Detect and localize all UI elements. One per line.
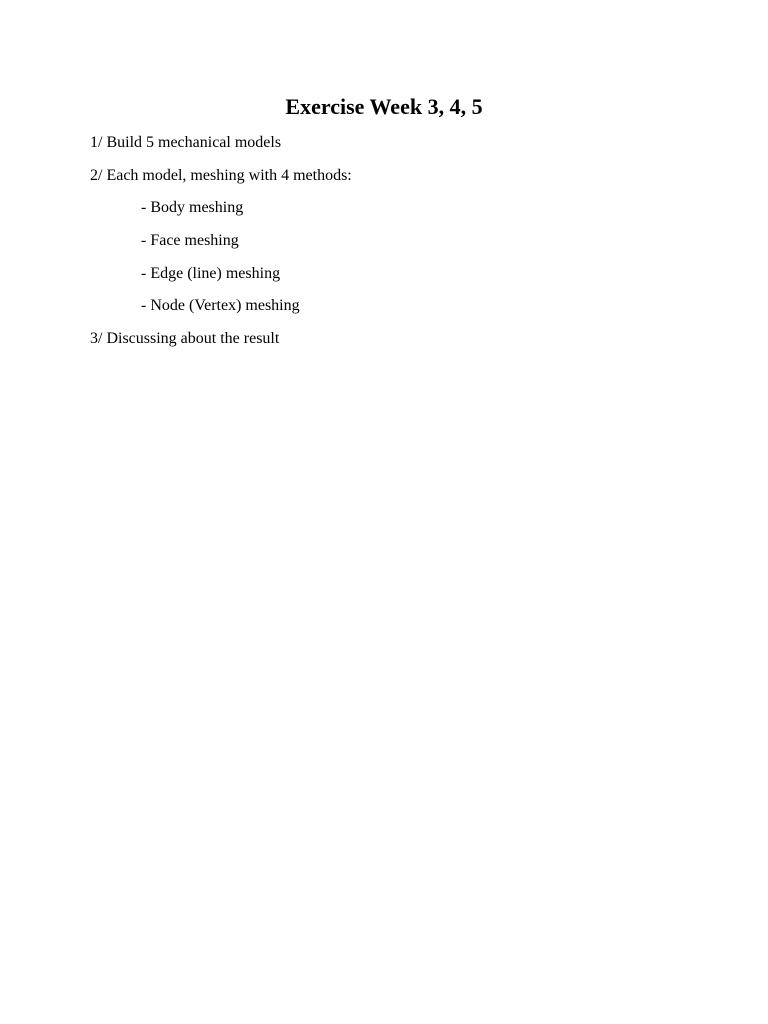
list-item-build-models: 1/ Build 5 mechanical models xyxy=(90,134,282,151)
sub-item-body-meshing: - Body meshing xyxy=(141,199,244,216)
page-title: Exercise Week 3, 4, 5 xyxy=(285,94,483,119)
sub-item-face-meshing: - Face meshing xyxy=(141,232,239,249)
sub-item-node-meshing: - Node (Vertex) meshing xyxy=(141,297,300,314)
list-item-discussing-result: 3/ Discussing about the result xyxy=(90,330,280,347)
list-item-meshing-methods: 2/ Each model, meshing with 4 methods: xyxy=(90,167,352,184)
sub-item-edge-meshing: - Edge (line) meshing xyxy=(141,265,281,282)
